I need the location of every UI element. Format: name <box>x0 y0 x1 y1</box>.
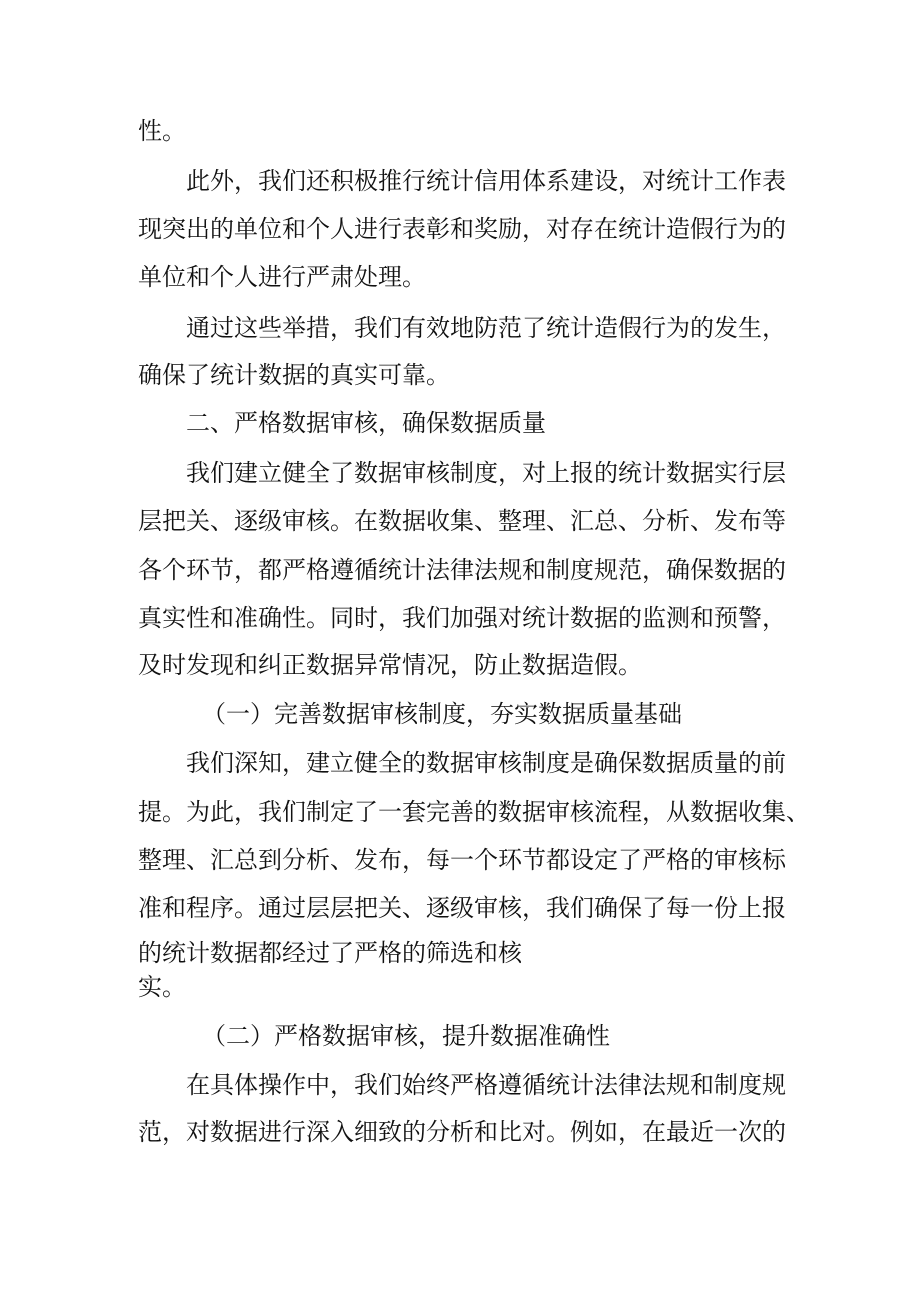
paragraph-line: 通过这些举措，我们有效地防范了统计造假行为的发生， <box>186 314 786 342</box>
paragraph-line: 现突出的单位和个人进行表彰和奖励，对存在统计造假行为的 <box>138 215 786 243</box>
subsection-heading: （一）完善数据审核制度，夯实数据质量基础 <box>202 700 682 728</box>
text-line: 性。 <box>138 117 186 145</box>
paragraph-line: 我们深知，建立健全的数据审核制度是确保数据质量的前 <box>186 749 786 777</box>
paragraph-line: 的统计数据都经过了严格的筛选和核 <box>138 939 522 967</box>
paragraph-line: 整理、汇总到分析、发布，每一个环节都设定了严格的审核标 <box>138 846 786 874</box>
paragraph-line: 我们建立健全了数据审核制度，对上报的统计数据实行层 <box>186 459 786 487</box>
paragraph-line: 真实性和准确性。同时，我们加强对统计数据的监测和预警， <box>138 604 786 632</box>
paragraph-line: 实。 <box>138 973 186 1001</box>
paragraph-line: 各个环节，都严格遵循统计法律法规和制度规范，确保数据的 <box>138 556 786 584</box>
paragraph-line: 确保了统计数据的真实可靠。 <box>138 361 450 389</box>
subsection-heading: （二）严格数据审核，提升数据准确性 <box>202 1022 610 1050</box>
paragraph-line: 范，对数据进行深入细致的分析和比对。例如，在最近一次的 <box>138 1118 786 1146</box>
paragraph-line: 及时发现和纠正数据异常情况，防止数据造假。 <box>138 651 642 679</box>
section-heading: 二、严格数据审核，确保数据质量 <box>186 409 546 437</box>
paragraph-line: 提。为此，我们制定了一套完善的数据审核流程，从数据收集、 <box>138 798 810 826</box>
paragraph-line: 单位和个人进行严肃处理。 <box>138 263 426 291</box>
paragraph-line: 此外，我们还积极推行统计信用体系建设，对统计工作表 <box>186 167 786 195</box>
paragraph-line: 准和程序。通过层层把关、逐级审核，我们确保了每一份上报 <box>138 894 786 922</box>
paragraph-line: 在具体操作中，我们始终严格遵循统计法律法规和制度规 <box>186 1071 786 1099</box>
paragraph-line: 层把关、逐级审核。在数据收集、整理、汇总、分析、发布等 <box>138 507 786 535</box>
